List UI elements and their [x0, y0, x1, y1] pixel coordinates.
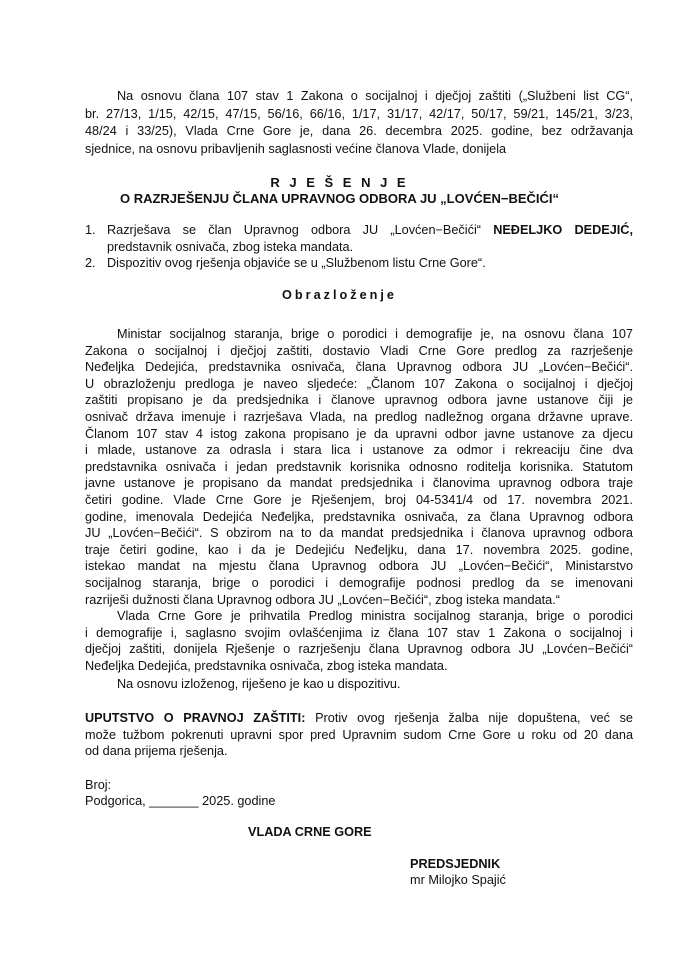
item-text: Dispozitiv ovog rješenja objaviće se u „Službenom listu Crne Gore“.	[107, 256, 486, 271]
text-line: godine, imenovala Dedejića Neđeljka, predstavnika osnivača, za člana Upravnog odbora	[85, 509, 633, 524]
legal-remedy-text: može tužbom pokrenuti upravni spor pred Upravnim sudom Crne Gore u roku od 20 dana	[85, 727, 633, 742]
text-line: Članom 107 stav 4 istog zakona propisano je da upravni odbor javne ustanove za djecu	[85, 426, 633, 441]
explanation-heading: Obrazloženje	[282, 288, 397, 302]
legal-remedy	[85, 710, 633, 760]
text-line: Zakona o socijalnoj i dječjoj zaštiti, dostavio Vladi Crne Gore predlog za razrješenje	[85, 343, 633, 358]
text-line: Vlada Crne Gore je prihvatila Predlog ministra socijalnog staranja, brige o porodici	[117, 609, 633, 623]
item-text-cont: predstavnik osnivača, zbog isteka mandata.	[107, 239, 354, 254]
text-line: socijalnog staranja, brige o porodici i demografije podnosi predlog da se imenovani	[85, 575, 633, 590]
place-date: Podgorica, _______ 2025. godine	[85, 794, 276, 808]
text-line: dječjoj zaštiti, donijela Rješenje o razrješenju člana Upravnog odbora JU „Lovćen−Bečići“	[85, 642, 633, 657]
dispositive-item-2	[85, 255, 633, 272]
explanation-paragraph-2	[85, 608, 633, 674]
legal-remedy-text: Protiv ovog rješenja žalba nije dopuštena, već se	[305, 711, 633, 725]
text-line: razriješi dužnosti člana Upravnog odbora JU „Lovćen−Bečići“, zbog isteka mandata.“	[85, 592, 560, 607]
government-name: VLADA CRNE GORE	[248, 825, 372, 839]
document-title: R J E Š E N J E	[270, 175, 409, 190]
text-line: četiri godine. Vlade Crne Gore je Rješenjem, broj 04-5341/4 od 17. novembra 2021.	[85, 492, 633, 507]
text-line: Neđeljka Dedejića, predstavnika osnivača, zbog isteka mandata.	[85, 658, 448, 673]
item-number: 2.	[85, 256, 96, 271]
text-line: U obrazloženju predloga je naveo sljedeće: „Članom 107 Zakona o socijalnoj i dječjoj	[85, 376, 633, 391]
item-text: Razrješava se član Upravnog odbora JU „Lovćen−Bečići“	[107, 223, 494, 237]
legal-remedy-label: UPUTSTVO O PRAVNOJ ZAŠTITI:	[85, 711, 306, 725]
text-line: br. 27/13, 1/15, 42/15, 47/15, 56/16, 66/16, 1/17, 31/17, 42/17, 50/17, 59/21, 145/21, 3/23,	[85, 106, 633, 121]
dispositive-list	[85, 222, 633, 272]
text-line: Ministar socijalnog staranja, brige o porodici i demografije je, na osnovu člana 107	[117, 327, 633, 341]
text-line: Na osnovu člana 107 stav 1 Zakona o socijalnoj i dječjoj zaštiti („Službeni list CG“,	[117, 89, 633, 103]
text-line: JU „Lovćen−Bečići“. S obzirom na to da mandat predsjednika i članova upravnog odbora	[85, 526, 633, 541]
dispositive-item-1	[85, 222, 633, 255]
explanation-paragraph-1	[85, 326, 633, 608]
text-line: i mlade, ustanove za odrasla i stara lica i ustanove za odmor i rekreaciju čine dva	[85, 443, 633, 458]
text-line: zaštiti propisano je da predsjednika i članove upravnog odbora javne ustanove čiji je	[85, 393, 633, 408]
text-line: i demografije i, saglasno svojim ovlašćenjima iz člana 107 stav 1 Zakona o socijalnoj i	[85, 625, 633, 640]
signer-name: mr Milojko Spajić	[410, 873, 506, 887]
text-line: osnivač država imenuje i razrješava Vlada, na predlog nadležnog organa državne uprave.	[85, 409, 633, 424]
text-line: predstavnika osnivača i jedan predstavnik korisnika odnosno roditelja korisnika. Statutom	[85, 459, 633, 474]
text-line: istekao mandat na mjestu člana Upravnog odbora JU „Lovćen−Bečići“, Ministarstvo	[85, 559, 633, 574]
text-line: Na osnovu izloženog, riješeno je kao u dispozitivu.	[117, 677, 401, 691]
text-line: Neđeljka Dedejića, predstavnika osnivača, člana Upravnog odbora JU „Lovćen−Bečići“.	[85, 360, 633, 375]
text-line: sjednice, na osnovu pribavljenih saglasnosti većine članova Vlade, donijela	[85, 141, 507, 156]
item-number: 1.	[85, 223, 96, 237]
document-number: Broj:	[85, 778, 112, 792]
text-line: javne ustanove je propisano da mandat predsjednika i članovima upravnog odbora traje	[85, 476, 633, 491]
document-subtitle: O RAZRJEŠENJU ČLANA UPRAVNOG ODBORA JU „LOVĆEN−BEČIĆI“	[119, 191, 560, 206]
signer-title: PREDSJEDNIK	[410, 857, 501, 871]
intro-paragraph	[85, 88, 633, 158]
text-line: traje četiri godine, kao i da je Dedejiću Neđeljku, dana 17. novembra 2025. godine,	[85, 542, 633, 557]
person-name: NEĐELJKO DEDEJIĆ,	[493, 223, 633, 237]
explanation-paragraph-3	[85, 676, 633, 693]
text-line: 48/24 i 33/25), Vlada Crne Gore je, dana 26. decembra 2025. godine, bez održavanja	[85, 124, 633, 139]
legal-remedy-text: od dana prijema rješenja.	[85, 744, 228, 759]
